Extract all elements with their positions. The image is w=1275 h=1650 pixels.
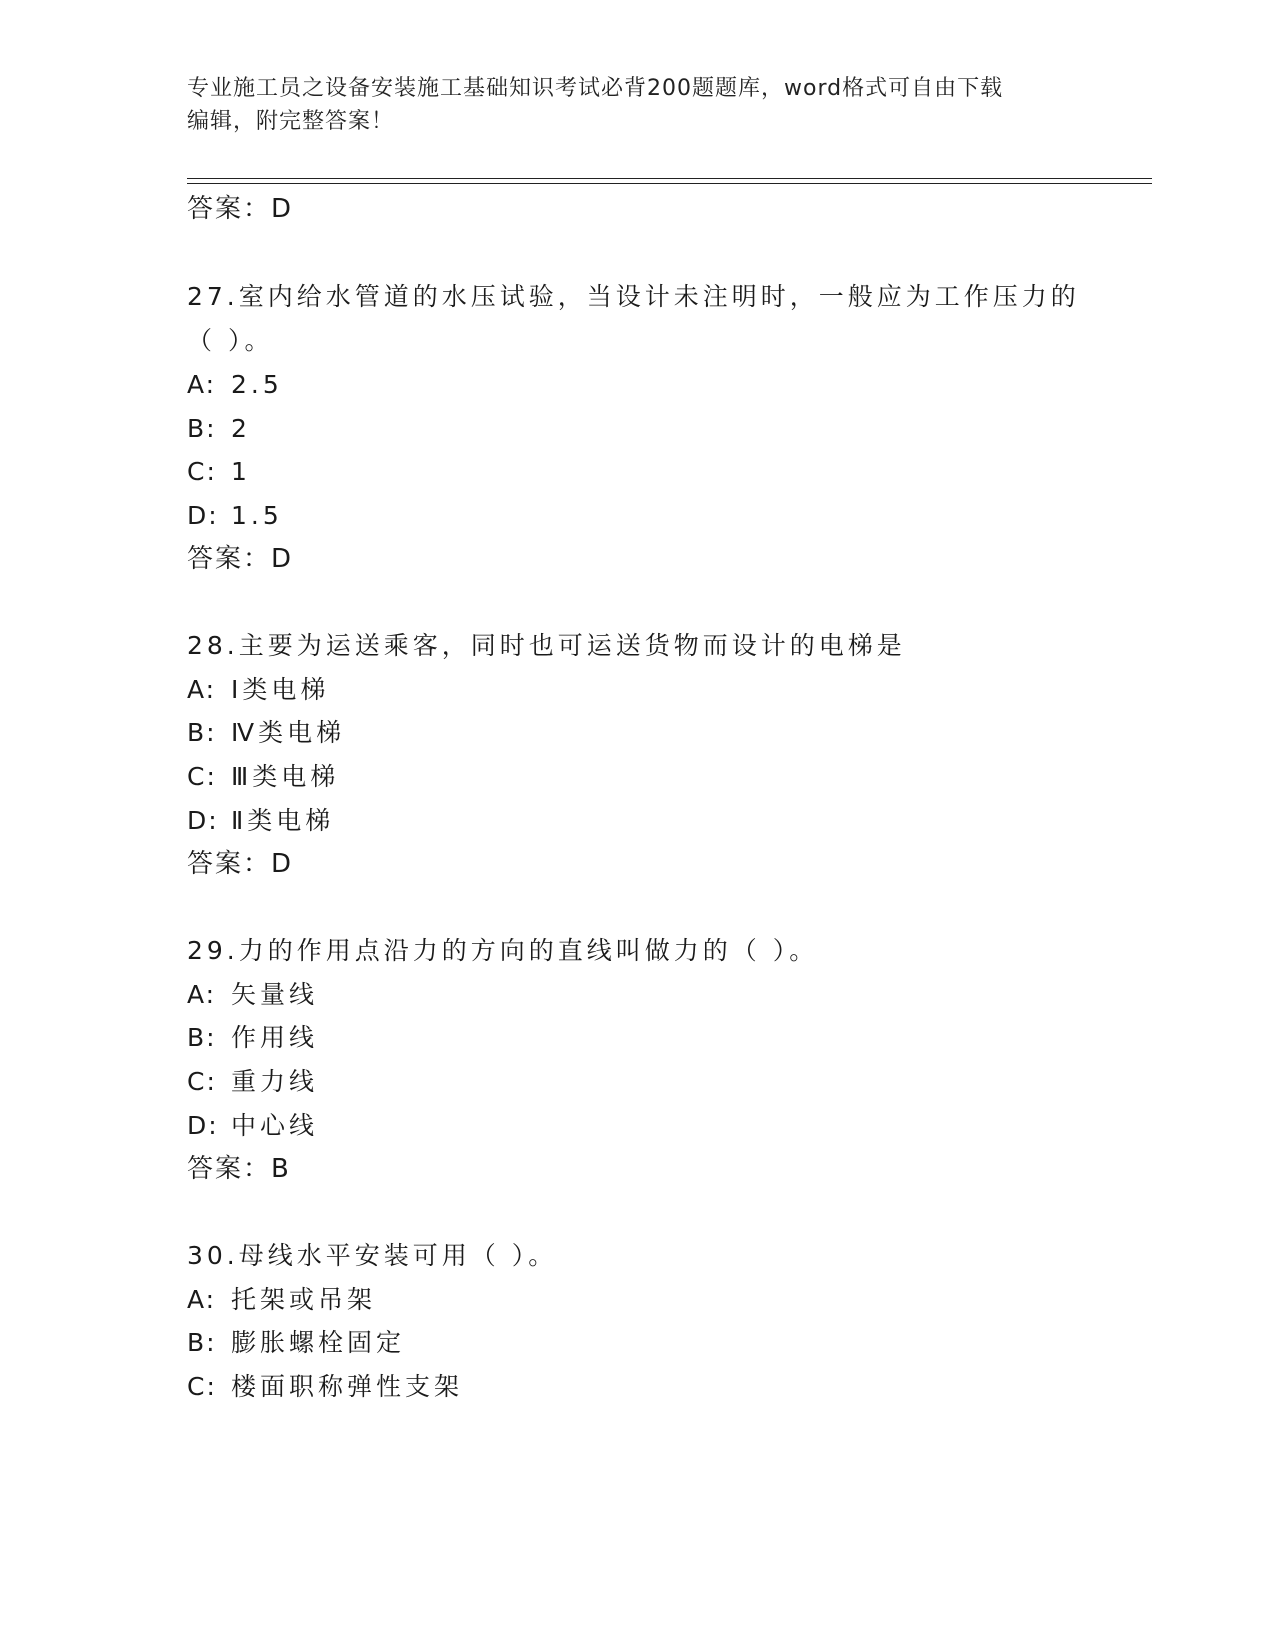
option-label: A:: [187, 980, 217, 1009]
option-text: Ⅰ类电梯: [231, 675, 330, 704]
option-text: 1.5: [231, 501, 283, 530]
question-stem: 30.母线水平安装可用（ ）。: [187, 1241, 558, 1270]
option-text: Ⅲ类电梯: [231, 762, 340, 791]
header-title-line1: 专业施工员之设备安装施工基础知识考试必背200题题库，word格式可自由下载: [187, 76, 1004, 101]
header-title-line2: 编辑，附完整答案！: [187, 109, 395, 134]
option-text: 2: [231, 414, 251, 443]
option-text: 矢量线: [231, 980, 319, 1009]
option-c: [187, 1371, 463, 1403]
previous-answer: 答案：D: [187, 194, 294, 224]
option-a: [187, 979, 318, 1011]
option-label: A:: [187, 370, 217, 399]
header-divider-bottom: [187, 183, 1152, 184]
option-label: D:: [187, 806, 219, 835]
option-text: 膨胀螺栓固定: [231, 1328, 406, 1357]
option-b: [187, 413, 251, 445]
option-c: [187, 761, 339, 793]
option-label: D:: [187, 1111, 219, 1140]
option-text: 1: [231, 457, 251, 486]
option-text: 中心线: [231, 1111, 319, 1140]
option-d: [187, 1110, 318, 1142]
option-label: B:: [187, 718, 217, 747]
question-stem: 28.主要为运送乘客，同时也可运送货物而设计的电梯是: [187, 631, 906, 660]
header-divider-top: [187, 178, 1152, 179]
answer: 答案：D: [187, 849, 294, 879]
option-text: Ⅳ类电梯: [231, 718, 346, 747]
option-b: [187, 717, 345, 749]
option-text: 重力线: [231, 1067, 319, 1096]
question-stem: 29.力的作用点沿力的方向的直线叫做力的（ ）。: [187, 936, 819, 965]
option-text: 托架或吊架: [231, 1285, 377, 1314]
option-label: D:: [187, 501, 219, 530]
option-label: A:: [187, 675, 217, 704]
document-header: [187, 72, 1067, 138]
option-label: C:: [187, 457, 217, 486]
question-stem: 27.室内给水管道的水压试验，当设计未注明时，一般应为工作压力的: [187, 282, 1080, 311]
option-b: [187, 1327, 405, 1359]
option-c: [187, 1066, 318, 1098]
option-label: C:: [187, 1067, 217, 1096]
option-text: 2.5: [231, 370, 283, 399]
question-stem-continued: （ ）。: [187, 326, 274, 355]
option-label: C:: [187, 762, 217, 791]
answer: 答案：D: [187, 544, 294, 574]
option-a: [187, 1284, 376, 1316]
answer: 答案：B: [187, 1154, 291, 1184]
option-label: B:: [187, 1328, 217, 1357]
option-label: A:: [187, 1285, 217, 1314]
option-label: B:: [187, 414, 217, 443]
option-a: [187, 369, 283, 401]
option-d: [187, 500, 283, 532]
option-d: [187, 805, 334, 837]
option-text: Ⅱ类电梯: [231, 806, 335, 835]
option-b: [187, 1022, 318, 1054]
option-label: B:: [187, 1023, 217, 1052]
option-text: 楼面职称弹性支架: [231, 1372, 464, 1401]
option-text: 作用线: [231, 1023, 319, 1052]
option-label: C:: [187, 1372, 217, 1401]
option-a: [187, 674, 329, 706]
option-c: [187, 456, 251, 488]
